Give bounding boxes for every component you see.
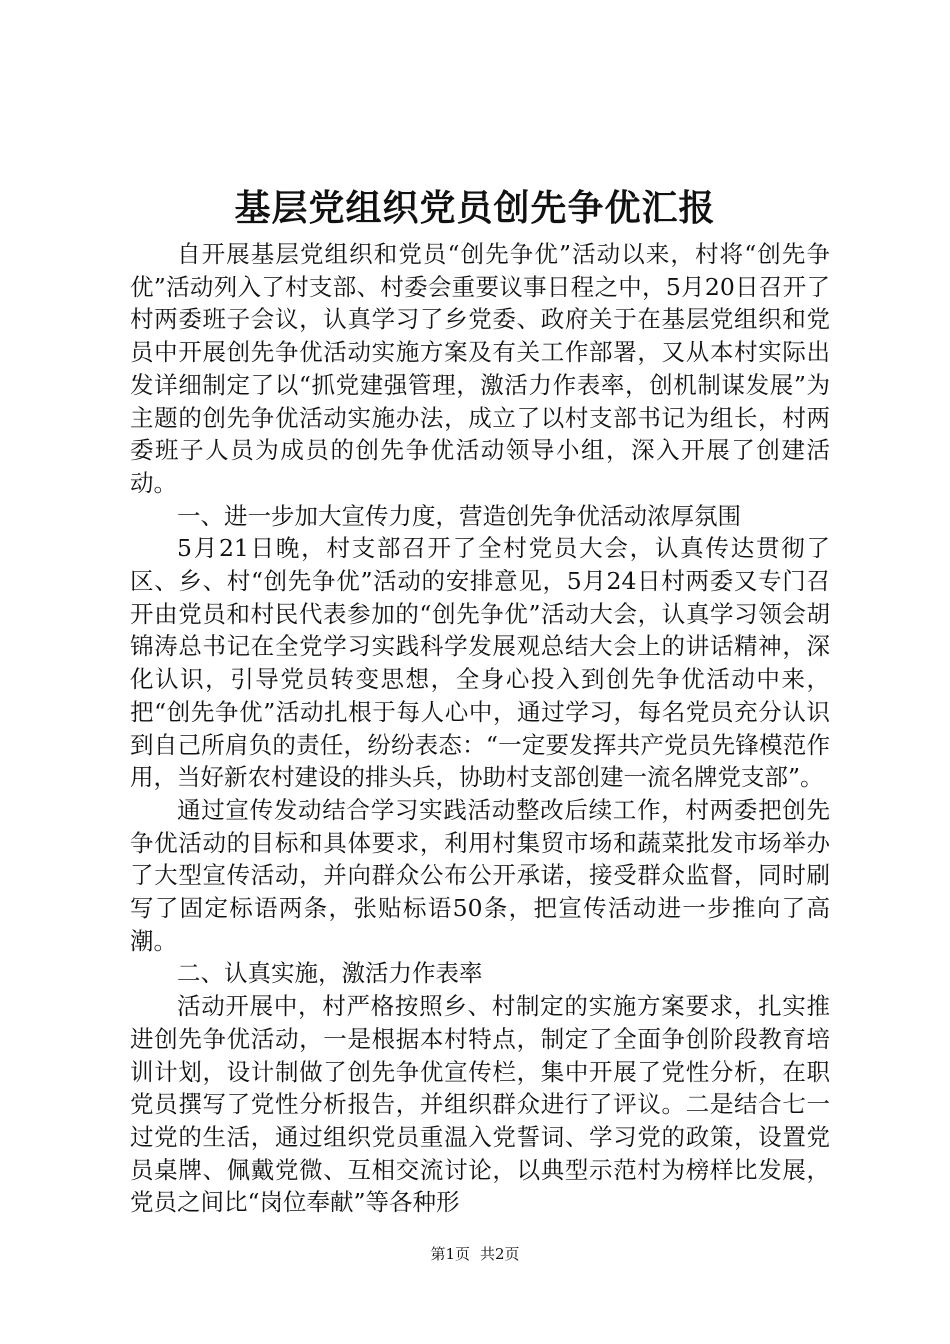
paragraph-meeting: 5月21日晚，村支部召开了全村党员大会，认真传达贯彻了区、乡、村“创先争优”活动的安排意见，5月24日村两委又专门召开由党员和村民代表参加的“创先争优”活动大会，认真学习领会胡锦涛总书记在全党学习实践科学发展观总结大会上的讲话精神，深化认识，引导党员转变思想，全身心投入到创先争优活动中来，把“创先争优”活动扎根于每人心中，通过学习，每名党员充分认识到自己所肩负的责任，纷纷表态：“一定要发挥共产党员先锋模范作用，当好新农村建设的排头兵，协助村支部创建一流名牌党支部”。 — [130, 534, 830, 792]
document-title: 基层党组织党员创先争优汇报 — [234, 187, 716, 229]
paragraph-implementation: 活动开展中，村严格按照乡、村制定的实施方案要求，扎实推进创先争优活动，一是根据本村特点，制定了全面争创阶段教育培训计划，设计制做了创先争优宣传栏，集中开展了党性分析，在职党员撰写了党性分析报告，并组织群众进行了评议。二是结合七一过党的生活，通过组织党员重温入党誓词、学习党的政策，设置党员桌牌、佩戴党微、互相交流讨论，以典型示范村为榜样比发展，党员之间比“岗位奉献”等各种形 — [130, 992, 830, 1217]
section-heading-2: 二、认真实施，激活力作表率 — [177, 959, 483, 988]
section-heading-1: 一、进一步加大宣传力度，营造创先争优活动浓厚氛围 — [177, 501, 741, 530]
page-number: 第1页 — [430, 1245, 470, 1263]
page-footer — [0, 1244, 950, 1264]
paragraph-publicity: 通过宣传发动结合学习实践活动整改后续工作，村两委把创先争优活动的目标和具体要求，利用村集贸市场和蔬菜批发市场举办了大型宣传活动，并向群众公布公开承诺，接受群众监督，同时刷写了固定标语两条，张贴标语50条，把宣传活动进一步推向了高潮。 — [130, 795, 830, 955]
document-body — [130, 238, 830, 1219]
page-total: 共2页 — [480, 1245, 520, 1263]
paragraph-intro: 自开展基层党组织和党员“创先争优”活动以来，村将“创先争优”活动列入了村支部、村委会重要议事日程之中，5月20日召开了村两委班子会议，认真学习了乡党委、政府关于在基层党组织和党员中开展创先争优活动实施方案及有关工作部署，又从本村实际出发详细制定了以“抓党建强管理，激活力作表率，创机制谋发展”为主题的创先争优活动实施办法，成立了以村支部书记为组长，村两委班子人员为成员的创先争优活动领导小组，深入开展了创建活动。 — [130, 240, 830, 497]
